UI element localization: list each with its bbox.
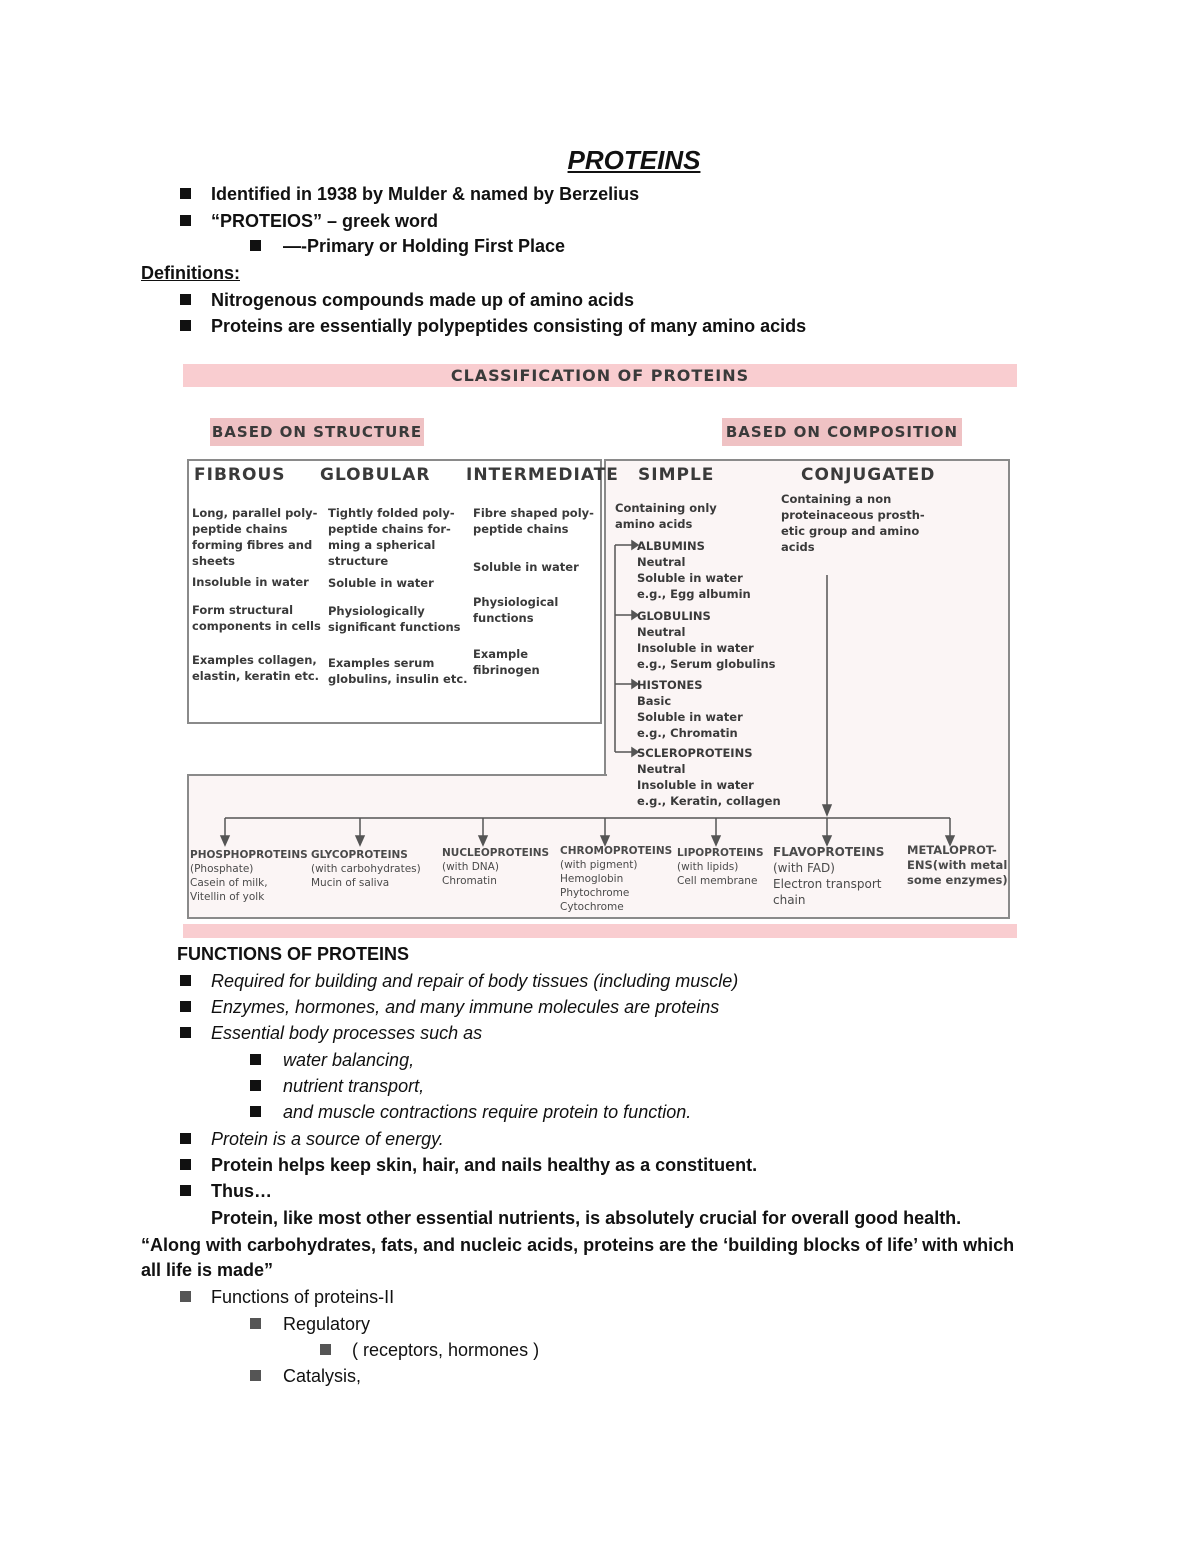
metaloproteins-block: METALOPROT- ENS(with metal some enzymes)	[907, 843, 1008, 887]
fibrous-examples: Examples collagen, elastin, keratin etc.	[192, 653, 320, 683]
intermediate-function: Physiological functions	[473, 595, 559, 625]
fibrous-function: Form structural components in cells	[192, 603, 321, 633]
globular-solubility: Soluble in water	[328, 576, 434, 590]
function-sub-item-1: water balancing,	[283, 1050, 415, 1070]
bullet-icon	[180, 1027, 191, 1038]
intermediate-heading: INTERMEDIATE	[466, 465, 619, 485]
globular-examples: Examples serum globulins, insulin etc.	[328, 656, 468, 686]
bullet-icon	[250, 1318, 261, 1329]
definitions-heading: Definitions:	[141, 263, 240, 283]
fibrous-desc: Long, parallel poly- peptide chains forming fibres and sheets	[192, 506, 318, 568]
diagram-title: CLASSIFICATION OF PROTEINS	[450, 366, 750, 385]
quote-line-2: all life is made”	[141, 1260, 274, 1280]
functions2-heading: Functions of proteins-II	[211, 1287, 395, 1307]
flavoproteins-block: FLAVOPROTEINS (with FAD) Electron transport chain	[773, 845, 885, 907]
function-item-3: Essential body processes such as	[211, 1023, 483, 1043]
fibrous-solubility: Insoluble in water	[192, 575, 309, 589]
globular-function: Physiologically significant functions	[328, 604, 461, 634]
function-item-2: Enzymes, hormones, and many immune molecules are proteins	[211, 997, 720, 1017]
page-title: PROTEINS	[567, 145, 701, 175]
bullet-icon	[250, 1106, 261, 1117]
function-sub-item-2: nutrient transport,	[283, 1076, 425, 1096]
definition-item-1: Nitrogenous compounds made up of amino acids	[211, 290, 635, 310]
fibrous-heading: FIBROUS	[194, 465, 286, 485]
glycoproteins-block: GLYCOPROTEINS (with carbohydrates) Mucin of saliva	[311, 849, 421, 889]
function-energy: Protein is a source of energy.	[211, 1129, 444, 1149]
intermediate-examples: Example fibrinogen	[473, 647, 540, 677]
lipoproteins-block: LIPOPROTEINS (with lipids) Cell membrane	[677, 847, 764, 887]
intermediate-desc: Fibre shaped poly- peptide chains	[473, 506, 594, 536]
simple-heading: SIMPLE	[638, 465, 715, 485]
scleroproteins-block: SCLEROPROTEINS Neutral Insoluble in water e.g., Keratin, collagen	[637, 746, 781, 808]
bullet-icon	[250, 1054, 261, 1065]
functions2-regulatory-sub: ( receptors, hormones )	[352, 1340, 540, 1360]
function-thus: Thus…	[211, 1181, 272, 1201]
intermediate-solubility: Soluble in water	[473, 560, 579, 574]
bullet-icon	[250, 1370, 261, 1381]
definition-item-2: Proteins are essentially polypeptides consisting of many amino acids	[211, 316, 807, 336]
functions2-regulatory: Regulatory	[283, 1314, 371, 1334]
phosphoproteins-block: PHOSPHOPROTEINS (Phosphate) Casein of milk, Vitellin of yolk	[190, 849, 308, 903]
globulins-block: GLOBULINS Neutral Insoluble in water e.g., Serum globulins	[637, 609, 776, 671]
bullet-icon	[250, 1080, 261, 1091]
functions-heading: FUNCTIONS OF PROTEINS	[177, 944, 410, 964]
function-sub-item-3: and muscle contractions require protein to function.	[283, 1102, 692, 1122]
bullet-icon	[180, 975, 191, 986]
albumins-block: ALBUMINS Neutral Soluble in water e.g., Egg albumin	[637, 539, 751, 601]
function-conclusion: Protein, like most other essential nutrients, is absolutely crucial for overall good health.	[211, 1208, 962, 1228]
conjugated-heading: CONJUGATED	[801, 465, 936, 485]
bullet-icon	[320, 1344, 331, 1355]
chromoproteins-block: CHROMOPROTEINS (with pigment) Hemoglobin Phytochrome Cytochrome	[560, 845, 673, 913]
structure-heading: BASED ON STRUCTURE	[211, 423, 423, 441]
conjugated-desc: Containing a non proteinaceous prosth- etic group and amino acids	[781, 492, 925, 554]
globular-heading: GLOBULAR	[320, 465, 431, 485]
histones-block: HISTONES Basic Soluble in water e.g., Chromatin	[637, 678, 743, 740]
nucleoproteins-block: NUCLEOPROTEINS (with DNA) Chromatin	[442, 847, 550, 887]
bullet-icon	[180, 1001, 191, 1012]
function-item-1: Required for building and repair of body tissues (including muscle)	[211, 971, 739, 991]
intro-bullet-1: Identified in 1938 by Mulder & named by Berzelius	[211, 184, 640, 204]
quote-line-1: “Along with carbohydrates, fats, and nucleic acids, proteins are the ‘building blocks of life’ with which	[141, 1235, 1015, 1255]
intro-bullet-2: “PROTEIOS” – greek word	[211, 211, 439, 231]
function-skin: Protein helps keep skin, hair, and nails healthy as a constituent.	[211, 1155, 758, 1175]
globular-desc: Tightly folded poly- peptide chains for- ming a spherical structure	[328, 506, 455, 568]
bullet-icon	[180, 1133, 191, 1144]
intro-sub-bullet: —-Primary or Holding First Place	[283, 236, 566, 256]
functions2-catalysis: Catalysis,	[283, 1366, 362, 1386]
bullet-icon	[180, 1291, 191, 1302]
bullet-icon	[180, 1159, 191, 1170]
diagram-bottom-bar	[183, 924, 1017, 938]
simple-desc: Containing only amino acids	[615, 501, 717, 531]
bullet-icon	[180, 1185, 191, 1196]
composition-heading: BASED ON COMPOSITION	[725, 423, 959, 441]
